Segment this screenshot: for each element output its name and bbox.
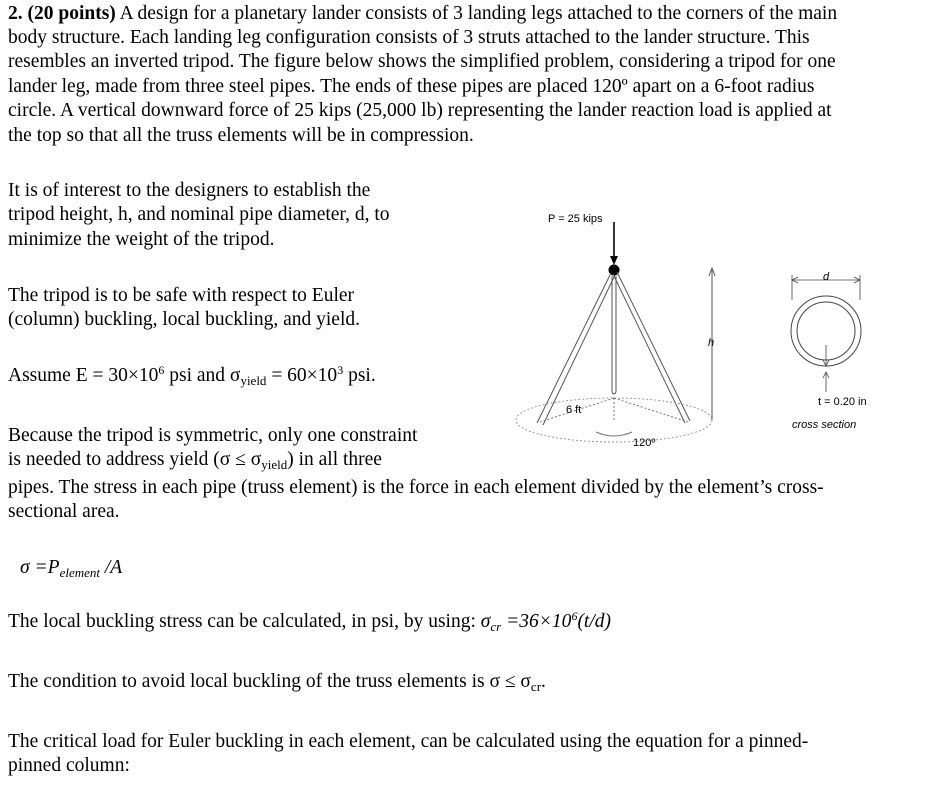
symmetric-line-2: is needed to address yield $(\sigma \le \sigma_{yield})$ in all three [8,449,382,472]
local-buckling-line: The local buckling stress can be calculated, in psi, by using: $\sigma_{cr} =36\times 10^6(t/d)$ [8,609,612,634]
height-label: h [708,337,715,349]
symmetric-line-3: pipes. The stress in each pipe (truss element) is the force in each element divided by the element’s cross- [8,477,824,498]
local-buckling-condition: The condition to avoid local buckling of the truss elements is $\sigma \le \sigma_{cr}$. [8,671,546,694]
intro-line-1: 2. (20 points) A design for a planetary lander consists of 3 landing legs attached to the corners of the main [8,3,838,24]
intro-line-6: the top so that all the truss elements will be in compression. [8,125,474,146]
interest-line-3: minimize the weight of the tripod. [8,229,275,250]
symmetric-line-4: sectional area. [8,501,120,522]
load-arrow-head [610,256,618,265]
intro-line-2: body structure. Each landing leg configuration consists of 3 struts attached to the lander structure. This [8,27,810,48]
interest-line-2: tripod height, h, and nominal pipe diameter, d, to [8,204,390,225]
diameter-label: d [823,271,830,283]
euler-line-2: pinned column: [8,755,130,776]
intro-line-3: resembles an inverted tripod. The figure below shows the simplified problem, considering a tripod for one [8,51,836,72]
symmetric-line-1: Because the tripod is symmetric, only one constraint [8,425,418,446]
angle-arc [596,432,632,436]
cross-section-label: cross section [792,419,857,431]
problem-number: 2. (20 points) [8,3,116,24]
safe-line-1: The tripod is to be safe with respect to Euler [8,285,355,306]
stress-formula: $\sigma =P_{element}$ /A [20,557,123,580]
interest-line-1: It is of interest to the designers to establish the [8,180,371,201]
assume-line: Assume $E = 30\times 10^6$ psi and $\sigma_{yield} = 60\times 10^3$ psi. [8,363,376,388]
pipe-cross-section [791,275,861,392]
euler-line-1: The critical load for Euler buckling in each element, can be calculated using the equation for a pinned- [8,731,809,752]
thickness-label: t = 0.20 in [818,396,867,408]
load-label: P = 25 kips [548,213,603,225]
intro-line-4: lander leg, made from three steel pipes. The ends of these pipes are placed 120º apart on a 6-foot radius [8,76,815,97]
intro-line-5: circle. A vertical downward force of 25 kips (25,000 lb) representing the lander reaction load is applied at [8,100,832,121]
radius-line-2 [614,398,688,422]
angle-label: 120º [633,437,656,449]
radius-label: 6 ft [566,404,582,416]
safe-line-2: (column) buckling, local buckling, and yield. [8,309,360,330]
